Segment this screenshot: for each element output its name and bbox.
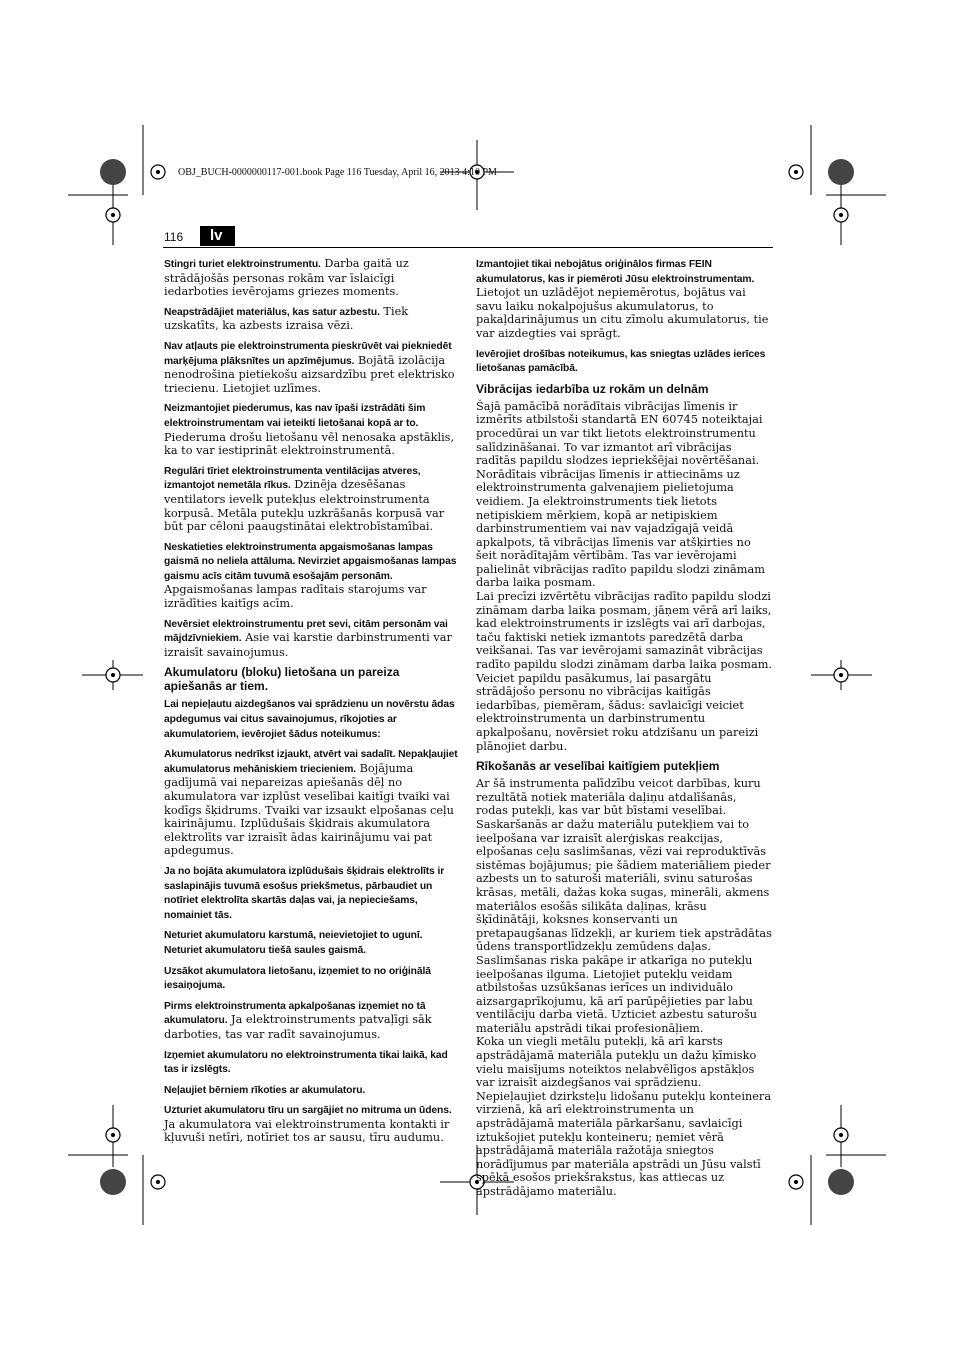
bold-lead: Uzturiet akumulatoru tīru un sargājiet no mitruma un ūdens. (164, 1105, 452, 1117)
paragraph (164, 305, 460, 333)
bold-lead: Akumulatorus nedrīkst izjaukt, atvērt vai sadalīt. Nepakļaujiet akumulatorus mehāniskiem triecieniem. (164, 749, 458, 775)
body-text: Asie vai karstie darbinstrumenti var izraisīt savainojumus. (164, 631, 452, 659)
body-text: Saskaršanās ar dažu materiālu putekļiem vai to ieelpošana var izraisīt alerģiskas reakcijas, elpošanas ceļu saslimšanas, vēzi vai reproduktīvās sistēmas bojājumus; pie šādiem materiāliem pieder azbests un to saturoši materiāli, svinu saturošas krāsas, metāli, dažas koka sugas, minerāli, akmens materiālos esošās silikāta daļiņas, krāsu šķīdinātāji, koksnes konservanti un pretapaugšanas līdzekļi, ar kuriem tiek apstrādātas ūdens transportlīdzekļu zemūdens daļas. Saslimšanas riska pakāpe ir atkarīga no putekļu ieelpošanas ilguma. Lietojiet putekļu veidam atbilstošas uzsūkšanas ierīces un individuālo aizsargaprīkojumu, kā arī parūpējieties par labu ventilāciju darba vietā. Uzticiet azbestu saturošu materiālu apstrādi tikai profesionāļiem. (476, 817, 772, 1035)
paragraph (164, 964, 460, 993)
section-heading: Akumulatoru (bloku) lietošana un pareiza apiešanās ar tiem. (164, 665, 400, 694)
body-text: Koka un viegli metālu putekļi, kā arī karsts apstrādājamā materiāla putekļu un dažu ķīmisko vielu maisījums noteiktos nelabvēlīgos apstākļos var izraisīt aizdegšanos vai sprādzienu. Nepieļaujiet dzirksteļu lidošanu putekļu konteinera virzienā, kā arī elektroinstrumenta un apstrādājamā materiāla pārkaršanu, savlaicīgi iztukšojiet putekļu konteineru; ņemiet vērā apstrādājamā materiāla ražotāja sniegtos norādījumus par materiāla apstrādi un Jūsu valstī spēkā esošos priekšrakstus, kas attiecas uz apstrādājamo materiālu. (476, 1035, 772, 1198)
paragraph (164, 339, 460, 395)
bold-lead: Uzsākot akumulatora lietošanu, izņemiet to no oriģinālā iesaiņojuma. (164, 965, 431, 992)
paragraph (164, 999, 460, 1042)
body-text: Bojājuma gadījumā vai nepareizas apiešanās dēļ no akumulatora var izplūst veselībai kaitīgi tvaiki vai kodīgs šķidrums. Tvaiki var izsaukt elpošanas ceļu kairinājumu. Izplūdušais šķidrais akumulatora elektrolīts var izraisīt ādas kairinājumu vai pat apdegumus. (164, 761, 454, 858)
left-column (164, 257, 460, 1151)
right-column (476, 257, 772, 1205)
paragraph (476, 1035, 772, 1198)
paragraph (476, 818, 772, 1036)
bold-lead: Neizmantojiet piederumus, kas nav īpaši izstrādāti šim elektroinstrumentam vai ieteikti lietošanai kopā ar to. (164, 403, 426, 429)
body-text: Dzinēja dzesēšanas ventilators ievelk putekļus elektroinstrumenta korpusā. Metāla putekļu uzkrāšanās korpusā var būt par cēloni paaugstinātai elektrobīstamībai. (164, 478, 445, 534)
body-text: Apgaismošanas lampas radītais starojums var izrādīties kaitīgs acīm. (164, 583, 427, 611)
bold-lead: Neapstrādājiet materiālus, kas satur azbestu. (164, 306, 380, 318)
paragraph (476, 347, 772, 376)
paragraph (164, 257, 460, 299)
paragraph (164, 617, 460, 660)
body-text: Ja akumulatora vai elektroinstrumenta kontakti ir kļuvuši netīri, notīriet tos ar sausu, tīru audumu. (164, 1117, 450, 1145)
paragraph (476, 777, 772, 818)
bold-lead: Nav atļauts pie elektroinstrumenta pieskrūvēt vai piekniedēt marķējuma plāksnītes un apzīmējumus. (164, 340, 452, 367)
paragraph (164, 1083, 460, 1098)
paragraph (164, 464, 460, 534)
paragraph (476, 468, 772, 590)
body-text: Lai precīzi izvērtētu vibrācijas radīto papildu slodzi zināmam darba laika posmam, jāņem vērā arī laiks, kad elektroinstruments ir izslēgts vai arī darbojas, taču faktiski netiek izmantots paredzētā darba veikšanai. Tas var ievērojami samazināt vibrācijas radīto papildu slodzi zināmam darba laika posmam. (476, 590, 772, 672)
bold-lead: Izmantojiet tikai nebojātus oriģinālos firmas FEIN akumulatorus, kas ir piemēroti Jūsu elektroinstrumentam. (476, 259, 755, 285)
paragraph (164, 1048, 460, 1077)
paragraph (164, 928, 460, 957)
body-text: Ja elektroinstruments patvaļīgi sāk darboties, tas var radīt savainojumus. (164, 1013, 432, 1041)
body-text: Darba gaitā uz strādājošās personas rokām var īslaicīgi iedarboties ievērojams griezes moments. (164, 257, 409, 299)
bold-lead: Nevērsiet elektroinstrumentu pret sevi, citām personām vai mājdzīvniekiem. (164, 618, 448, 645)
bold-lead: Stingri turiet elektroinstrumentu. (164, 259, 321, 270)
paragraph (476, 400, 772, 468)
bold-lead: Regulāri tīriet elektroinstrumenta ventilācijas atveres, izmantojot nemetāla rīkus. (164, 465, 421, 492)
body-text: Šajā pamācībā norādītais vibrācijas līmenis ir izmērīts atbilstoši standartā EN 60745 noteiktajai procedūrai un var tikt lietots elektroinstrumentu salīdzināšanai. To var izmantot arī vibrācijas radītās papildu slodzes iepriekšējai novērtēšanai. (476, 399, 763, 468)
section-heading: Rīkošanās ar veselībai kaitīgiem putekļiem (476, 759, 720, 774)
bold-lead: Ievērojiet drošības noteikumus, kas sniegtas uzlādes ierīces lietošanas pamācībā. (476, 348, 766, 375)
bold-lead: Neļaujiet bērniem rīkoties ar akumulatoru. (164, 1084, 366, 1096)
header-rule (163, 247, 773, 248)
body-text: Tiek uzskatīts, ka azbests izraisa vēzi. (164, 304, 409, 333)
bold-lead: Ja no bojāta akumulatora izplūdušais šķidrais elektrolīts ir saslapinājis tuvumā esošus priekšmetus, pārbaudiet un notīriet elektrolīta skartās daļas vai, ja nepieciešams, nomainiet tās. (164, 865, 445, 921)
paragraph (164, 540, 460, 611)
bold-lead: Neskatieties elektroinstrumenta apgaismošanas lampas gaismā no neliela attāluma. Nevirziet apgaismošanas lampas gaismu acīs citām tuvumā esošajām personām. (164, 541, 457, 582)
paragraph (164, 1103, 460, 1145)
book-info-line: OBJ_BUCH-0000000117-001.book Page 116 Tuesday, April 16, 2013 4:10 PM (178, 167, 497, 178)
body-text: Ar šā instrumenta palīdzību veicot darbības, kuru rezultātā notiek materiāla daļiņu atdalīšanās, rodas putekļi, kas var būt bīstami veselībai. (476, 777, 761, 818)
body-text: Lietojot un uzlādējot nepiemērotus, bojātus vai savu laiku nokalpojušus akumulatorus, to pakaļdarinājumus un citu zīmolu akumulatorus, tie var aizdegties vai sprāgt. (476, 286, 769, 340)
paragraph (164, 401, 460, 457)
language-tag: lv (200, 226, 235, 246)
bold-lead: Lai nepieļautu aizdegšanos vai sprādzienu un novērstu ādas apdegumus vai citus savainojumus, rīkojoties ar akumulatoriem, ievērojiet šādus noteikumus: (164, 699, 455, 740)
bold-lead: Pirms elektroinstrumenta apkalpošanas izņemiet no tā akumulatoru. (164, 1000, 426, 1027)
paragraph (476, 672, 772, 754)
bold-lead: Izņemiet akumulatoru no elektroinstrumenta tikai laikā, kad tas ir izslēgts. (164, 1049, 448, 1076)
body-text: Veiciet papildu pasākumus, lai pasargātu strādājošo personu no vibrācijas kaitīgās iedarbības, piemēram, šādus: savlaicīgi veiciet elektroinstrumenta un darbinstrumentu apkalpošanu, novērsiet roku atdzišanu un pareizi plānojiet darbu. (476, 671, 759, 753)
body-text: Norādītais vibrācijas līmenis ir attiecināms uz elektroinstrumenta galvenajiem pielietojuma veidiem. Ja elektroinstruments tiek lietots netipiskiem mērķiem, kopā ar netipiskiem darbinstrumentiem vai nav vajadzīgajā veidā apkalpots, tā vibrācijas līmenis var atšķirties no šeit norādītajām vērtībām. Tas var ievērojami palielināt vibrācijas radīto papildu slodzi zināmam darba laika posmam. (476, 467, 765, 590)
section-heading: Vibrācijas iedarbība uz rokām un delnām (476, 381, 709, 396)
paragraph (476, 257, 772, 341)
page-number: 116 (164, 230, 184, 244)
paragraph (164, 864, 460, 922)
bold-lead: Neturiet akumulatoru karstumā, neievietojiet to ugunī. Neturiet akumulatoru tiešā saules gaismā. (164, 930, 423, 956)
paragraph (476, 590, 772, 672)
body-text: Bojātā izolācija nenodrošina pietiekošu aizsardzību pret elektrisko triecienu. Lietojiet uzlīmes. (164, 353, 455, 395)
paragraph (164, 697, 460, 741)
body-text: Piederuma drošu lietošanu vēl nenosaka apstāklis, ka to var iestiprināt elektroinstrumentā. (164, 430, 455, 458)
paragraph (164, 747, 460, 858)
